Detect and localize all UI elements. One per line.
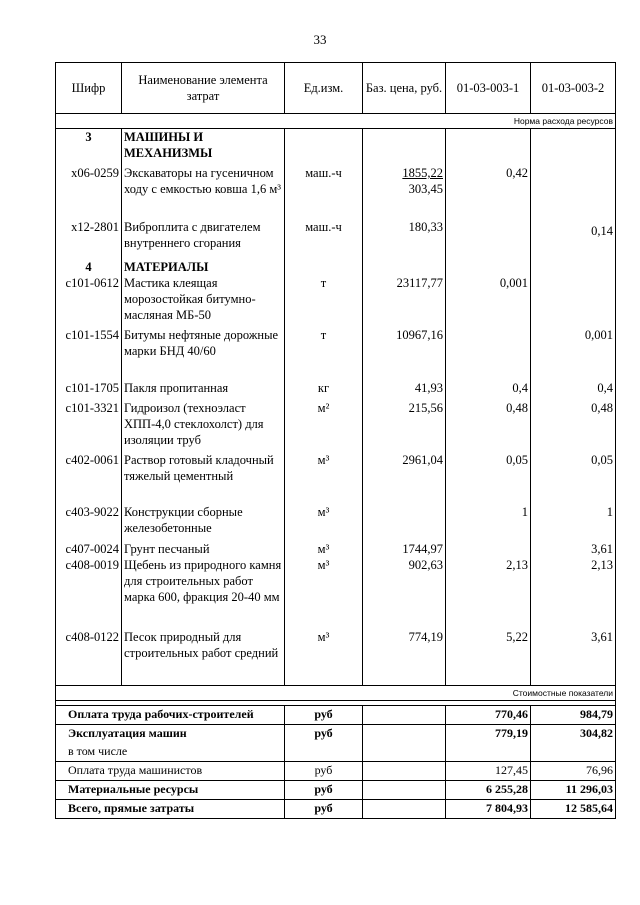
row-code: с407-0024	[56, 541, 122, 557]
row-value-2: 1	[531, 504, 616, 541]
summary-value-1: 779,19	[446, 725, 531, 744]
row-name: Грунт песчаный	[122, 541, 285, 557]
row-value-1	[446, 327, 531, 380]
table-row	[56, 380, 616, 400]
summary-value-2: 76,96	[531, 762, 616, 781]
row-code: с402-0061	[56, 452, 122, 504]
row-name: Раствор готовый кладочный тяжелый цементный	[122, 452, 285, 504]
row-code: с101-0612	[56, 275, 122, 327]
section-title: МАТЕРИАЛЫ	[122, 259, 285, 275]
row-value-1: 5,22	[446, 629, 531, 686]
row-value-2	[531, 275, 616, 327]
row-price	[363, 504, 446, 541]
row-price: 902,63	[363, 557, 446, 629]
row-value-2: 0,4	[531, 380, 616, 400]
summary-unit	[285, 743, 363, 762]
row-name: Мастика клеящая морозостойкая битумно-масляная МБ-50	[122, 275, 285, 327]
row-code: х06-0259	[56, 165, 122, 219]
norm-label: Норма расхода ресурсов	[56, 114, 616, 129]
row-code: с101-3321	[56, 400, 122, 452]
row-name: Пакля пропитанная	[122, 380, 285, 400]
header-price: Баз. цена, руб.	[363, 63, 446, 114]
row-name: Виброплита с двигателем внутреннего сгорания	[122, 219, 285, 259]
summary-unit: руб	[285, 800, 363, 819]
summary-row	[56, 725, 616, 744]
row-unit: кг	[285, 380, 363, 400]
summary-row	[56, 743, 616, 762]
summary-unit: руб	[285, 725, 363, 744]
summary-unit: руб	[285, 781, 363, 800]
row-value-2	[531, 165, 616, 219]
summary-value-2	[531, 743, 616, 762]
row-unit: м³	[285, 629, 363, 686]
table-row	[56, 557, 616, 629]
section-row	[56, 259, 616, 275]
cost-label: Стоимостные показатели	[56, 686, 616, 701]
summary-value-2: 984,79	[531, 706, 616, 725]
row-value-1: 0,48	[446, 400, 531, 452]
summary-value-2: 12 585,64	[531, 800, 616, 819]
header-code: Шифр	[56, 63, 122, 114]
row-price: 774,19	[363, 629, 446, 686]
table-row	[56, 541, 616, 557]
row-name: Конструкции сборные железобетонные	[122, 504, 285, 541]
row-value-2: 0,001	[531, 327, 616, 380]
norm-label-row	[56, 114, 616, 129]
row-unit: маш.-ч	[285, 165, 363, 219]
row-value-1	[446, 541, 531, 557]
table-row	[56, 400, 616, 452]
cost-label-row	[56, 686, 616, 701]
row-code: с408-0122	[56, 629, 122, 686]
table-row	[56, 327, 616, 380]
row-value-1: 1	[446, 504, 531, 541]
row-code: с403-9022	[56, 504, 122, 541]
summary-value-2: 304,82	[531, 725, 616, 744]
row-unit: м³	[285, 557, 363, 629]
row-name: Гидроизол (техноэласт ХПП-4,0 стеклохолст) для изоляции труб	[122, 400, 285, 452]
row-unit: м³	[285, 504, 363, 541]
summary-value-1	[446, 743, 531, 762]
row-code: с408-0019	[56, 557, 122, 629]
page-number: 33	[313, 32, 327, 47]
row-code: с101-1554	[56, 327, 122, 380]
summary-value-1: 127,45	[446, 762, 531, 781]
row-price: 1855,22	[402, 166, 443, 180]
row-value-2: 0,48	[531, 400, 616, 452]
row-name: Битумы нефтяные дорожные марки БНД 40/60	[122, 327, 285, 380]
summary-label: Оплата труда рабочих-строителей	[56, 706, 285, 725]
row-value-2: 0,05	[531, 452, 616, 504]
row-value-2: 2,13	[531, 557, 616, 629]
summary-label: в том числе	[56, 743, 285, 762]
row-name: Экскаваторы на гусеничном ходу с емкостью ковша 1,6 м³	[122, 165, 285, 219]
row-value-2: 0,14	[531, 219, 616, 259]
table-row	[56, 275, 616, 327]
section-title: МАШИНЫ И МЕХАНИЗМЫ	[122, 129, 285, 166]
summary-row	[56, 762, 616, 781]
table-row	[56, 629, 616, 686]
row-price: 2961,04	[363, 452, 446, 504]
row-price: 10967,16	[363, 327, 446, 380]
summary-unit: руб	[285, 706, 363, 725]
summary-value-2: 11 296,03	[531, 781, 616, 800]
row-unit: м³	[285, 541, 363, 557]
section-number: 3	[56, 129, 122, 166]
summary-row	[56, 800, 616, 819]
summary-label: Эксплуатация машин	[56, 725, 285, 744]
header-col2: 01-03-003-2	[531, 63, 616, 114]
table-row	[56, 219, 616, 259]
row-value-1: 0,05	[446, 452, 531, 504]
summary-label: Материальные ресурсы	[56, 781, 285, 800]
row-name: Песок природный для строительных работ средний	[122, 629, 285, 686]
header-unit: Ед.изм.	[285, 63, 363, 114]
header-name: Наименование элемента затрат	[122, 63, 285, 114]
row-price: 180,33	[363, 219, 446, 259]
summary-value-1: 7 804,93	[446, 800, 531, 819]
row-code: х12-2801	[56, 219, 122, 259]
summary-value-1: 6 255,28	[446, 781, 531, 800]
summary-row	[56, 706, 616, 725]
row-name: Щебень из природного камня для строительных работ марка 600, фракция 20-40 мм	[122, 557, 285, 629]
row-price: 23117,77	[363, 275, 446, 327]
row-unit: т	[285, 275, 363, 327]
row-unit: маш.-ч	[285, 219, 363, 259]
row-value-1	[446, 219, 531, 259]
section-number: 4	[56, 259, 122, 275]
summary-value-1: 770,46	[446, 706, 531, 725]
row-price: 1744,97	[363, 541, 446, 557]
row-code: с101-1705	[56, 380, 122, 400]
row-value-1: 0,4	[446, 380, 531, 400]
resource-norms-table	[55, 62, 616, 819]
table-row	[56, 452, 616, 504]
summary-row	[56, 781, 616, 800]
row-value-1: 0,42	[446, 165, 531, 219]
row-value-1: 0,001	[446, 275, 531, 327]
table-header-row	[56, 63, 616, 114]
row-value-2: 3,61	[531, 541, 616, 557]
row-price: 215,56	[363, 400, 446, 452]
row-price-secondary: 303,45	[408, 182, 443, 196]
table-row	[56, 504, 616, 541]
row-unit: м²	[285, 400, 363, 452]
row-unit: т	[285, 327, 363, 380]
summary-unit: руб	[285, 762, 363, 781]
row-price: 41,93	[363, 380, 446, 400]
row-unit: м³	[285, 452, 363, 504]
summary-label: Всего, прямые затраты	[56, 800, 285, 819]
row-value-2: 3,61	[531, 629, 616, 686]
header-col1: 01-03-003-1	[446, 63, 531, 114]
section-row	[56, 129, 616, 166]
row-value-1: 2,13	[446, 557, 531, 629]
summary-label: Оплата труда машинистов	[56, 762, 285, 781]
table-row	[56, 165, 616, 219]
